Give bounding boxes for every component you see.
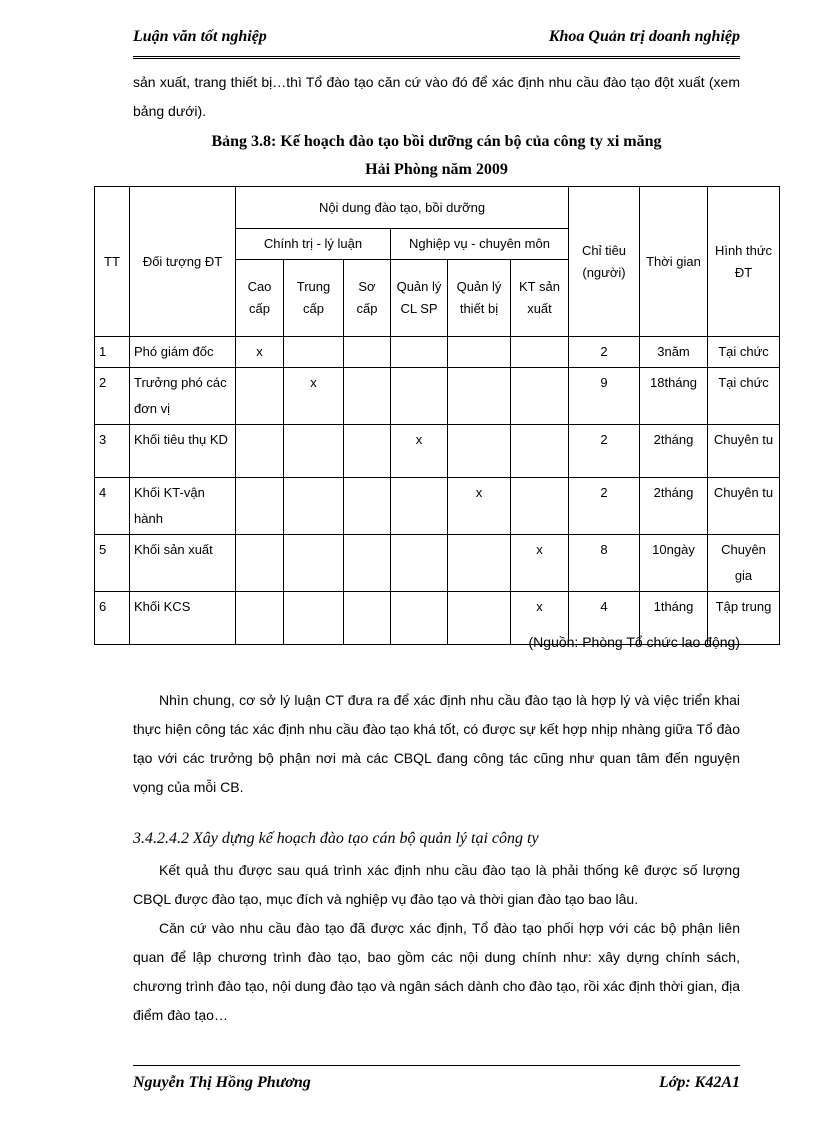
row-mark [236, 478, 284, 535]
row-mark [448, 535, 511, 592]
page-header [133, 22, 740, 59]
row-quota: 9 [569, 368, 640, 425]
row-mark: x [448, 478, 511, 535]
row-mark [344, 478, 391, 535]
row-target: Khối KT-vận hành [130, 478, 236, 535]
row-tt: 2 [95, 368, 130, 425]
row-mark [511, 478, 569, 535]
header-duration: Thời gian [640, 187, 708, 337]
table-row [95, 535, 780, 592]
row-mark [391, 535, 448, 592]
header-tt: TT [95, 187, 130, 337]
row-mark [236, 425, 284, 478]
row-mark [344, 535, 391, 592]
header-col-equipment-mgmt: Quản lý thiết bị [448, 260, 511, 337]
row-mark [284, 425, 344, 478]
row-duration: 2tháng [640, 478, 708, 535]
planning-paragraph: Căn cứ vào nhu cầu đào tạo đã được xác định, Tổ đào tạo phối hợp với các bộ phận liên quan để lập chương trình đào tạo, bao gồm các nội dung chính như: xây dựng chính sách, chương trình đào tạo, nội dung đào tạo và ngân sách dành cho đào tạo, rồi xác định thời gian, địa điểm đào tạo… [133, 920, 740, 1023]
table-source-note: (Nguồn: Phòng Tổ chức lao động) [528, 634, 740, 650]
row-mark [344, 368, 391, 425]
header-quota: Chỉ tiêu (người) [569, 187, 640, 337]
row-mark [448, 592, 511, 645]
row-mark [391, 337, 448, 368]
row-mark [344, 337, 391, 368]
row-form: Chuyên gia [708, 535, 780, 592]
footer-class: Lớp: K42A1 [658, 1074, 740, 1091]
header-col-production-tech: KT sản xuất [511, 260, 569, 337]
row-tt: 1 [95, 337, 130, 368]
row-mark: x [511, 592, 569, 645]
header-col-intermediate: Trung cấp [284, 260, 344, 337]
row-duration: 1tháng [640, 592, 708, 645]
row-mark: x [511, 535, 569, 592]
row-mark [236, 535, 284, 592]
row-quota: 2 [569, 425, 640, 478]
row-mark [344, 425, 391, 478]
header-col-elementary: Sơ cấp [344, 260, 391, 337]
row-target: Trưởng phó các đơn vị [130, 368, 236, 425]
row-mark [448, 425, 511, 478]
row-mark [511, 425, 569, 478]
training-plan-table [94, 186, 780, 645]
table-title-line2: Hải Phòng năm 2009 [365, 161, 508, 178]
header-content-group: Nội dung đào tạo, bồi dưỡng [236, 187, 569, 229]
header-thesis-label: Luận văn tốt nghiệp [133, 28, 267, 45]
row-tt: 5 [95, 535, 130, 592]
row-mark [236, 592, 284, 645]
summary-paragraph: Nhìn chung, cơ sở lý luận CT đưa ra để xác định nhu cầu đào tạo là hợp lý và việc triển khai thực hiện công tác xác định nhu cầu đào tạo khá tốt, có được sự kết hợp nhịp nhàng giữa Tổ đào tạo với các trưởng bộ phận nơi mà các CBQL đang công tác cũng như quan tâm đến nguyện vọng của mỗi CB. [133, 692, 740, 795]
row-quota: 2 [569, 337, 640, 368]
row-mark [448, 368, 511, 425]
header-target: Đối tượng ĐT [130, 187, 236, 337]
row-tt: 4 [95, 478, 130, 535]
row-mark [391, 592, 448, 645]
table-row [95, 368, 780, 425]
row-mark [511, 337, 569, 368]
row-target: Khối KCS [130, 592, 236, 645]
row-mark: x [391, 425, 448, 478]
header-politics-group: Chính trị - lý luận [236, 229, 391, 260]
row-mark [511, 368, 569, 425]
row-mark [391, 478, 448, 535]
row-quota: 8 [569, 535, 640, 592]
row-mark [391, 368, 448, 425]
row-target: Phó giám đốc [130, 337, 236, 368]
results-paragraph: Kết quả thu được sau quá trình xác định nhu cầu đào tạo là phải thống kê được số lượng CBQL được đào tạo, mục đích và nghiệp vụ đào tạo và thời gian đào tạo bao lâu. [133, 862, 740, 907]
row-duration: 2tháng [640, 425, 708, 478]
row-mark [236, 368, 284, 425]
row-form: Tại chức [708, 368, 780, 425]
table-row [95, 478, 780, 535]
table-row [95, 337, 780, 368]
row-duration: 18tháng [640, 368, 708, 425]
row-quota: 4 [569, 592, 640, 645]
row-mark: x [284, 368, 344, 425]
table-row [95, 425, 780, 478]
header-form: Hình thức ĐT [708, 187, 780, 337]
header-professional-group: Nghiệp vụ - chuyên môn [391, 229, 569, 260]
row-duration: 10ngày [640, 535, 708, 592]
section-subheading: 3.4.2.4.2 Xây dựng kế hoạch đào tạo cán bộ quản lý tại công ty [133, 830, 539, 847]
row-mark [284, 478, 344, 535]
row-tt: 3 [95, 425, 130, 478]
page-footer [133, 1065, 740, 1091]
row-form: Tại chức [708, 337, 780, 368]
intro-paragraph: sản xuất, trang thiết bị…thì Tổ đào tạo căn cứ vào đó để xác định nhu cầu đào tạo đột xuất (xem bảng dưới). [133, 74, 740, 119]
row-mark [284, 592, 344, 645]
header-col-quality-mgmt: Quản lý CL SP [391, 260, 448, 337]
header-col-senior: Cao cấp [236, 260, 284, 337]
row-target: Khối sản xuất [130, 535, 236, 592]
row-form: Chuyên tu [708, 425, 780, 478]
header-faculty-label: Khoa Quản trị doanh nghiệp [548, 28, 740, 45]
footer-author: Nguyễn Thị Hồng Phương [133, 1074, 311, 1091]
row-form: Chuyên tu [708, 478, 780, 535]
row-duration: 3năm [640, 337, 708, 368]
row-mark [284, 337, 344, 368]
row-form: Tập trung [708, 592, 780, 645]
row-quota: 2 [569, 478, 640, 535]
row-mark [448, 337, 511, 368]
table-title-line1: Bảng 3.8: Kế hoạch đào tạo bồi dưỡng cán bộ của công ty xi măng [211, 133, 662, 150]
row-mark: x [236, 337, 284, 368]
row-mark [284, 535, 344, 592]
row-mark [344, 592, 391, 645]
row-target: Khối tiêu thụ KD [130, 425, 236, 478]
row-tt: 6 [95, 592, 130, 645]
